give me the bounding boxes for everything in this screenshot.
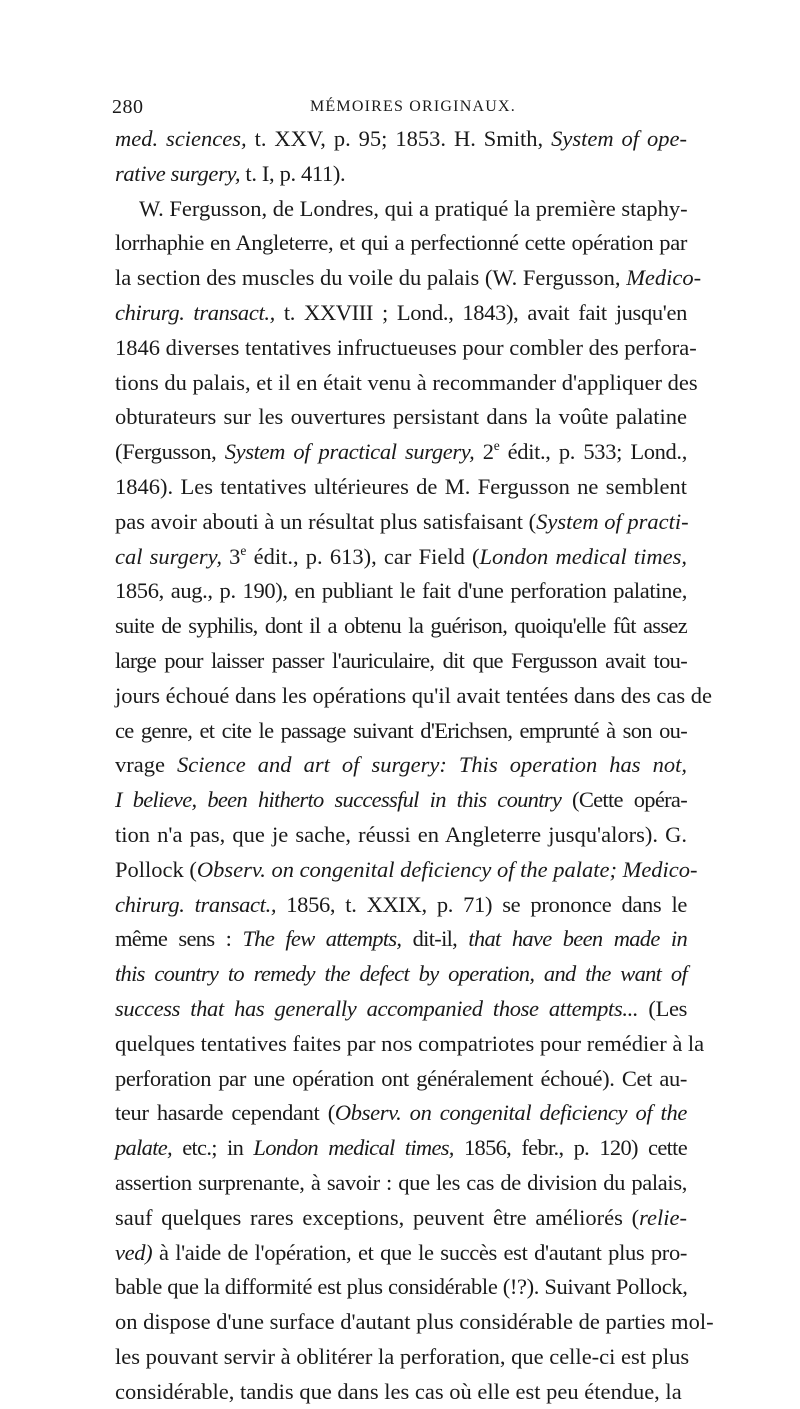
text-line (115, 435, 687, 470)
text-line (115, 261, 702, 296)
text-line (115, 1027, 705, 1062)
text-line (115, 505, 687, 540)
italic-text: System of practi- (536, 508, 689, 534)
italic-text: System of practical surgery, (224, 439, 475, 465)
text-line (115, 1375, 687, 1409)
text-segment: obturateurs sur les ouvertures persistant dans la voûte palatine (115, 404, 687, 430)
superscript: e (240, 542, 247, 558)
text-segment: t. XXVIII ; Lond., 1843), avait fait jusqu'en (274, 299, 687, 325)
text-line (115, 226, 687, 261)
text-segment: quelques tentatives faites par nos compatriotes pour remédier à la (115, 1030, 705, 1056)
text-line (115, 818, 687, 853)
text-segment: W. Fergusson, de Londres, qui a pratiqué la première staphy- (139, 195, 688, 221)
italic-text: I believe, been hitherto successful in this country (115, 787, 562, 813)
text-segment: considérable, tandis que dans les cas où elle est peu étendue, la (115, 1378, 682, 1404)
italic-text: med. sciences, (115, 126, 247, 151)
text-segment: (Fergusson, (115, 439, 225, 465)
text-segment: 1846). Les tentatives ultérieures de M. Fergusson ne semblent (115, 473, 687, 499)
text-line (115, 783, 687, 818)
text-line (115, 470, 687, 505)
text-segment: 1856, aug., p. 190), en publiant le fait d'une perforation palatine, (115, 578, 687, 604)
text-line (115, 644, 687, 679)
text-line (115, 1096, 687, 1131)
text-segment: vrage (115, 752, 178, 778)
text-line (115, 1305, 714, 1340)
text-segment: assertion surprenante, à savoir : que les cas de division du palais, (115, 1169, 687, 1195)
italic-text: success that has generally accompanied those attempts... (115, 995, 639, 1021)
text-line (115, 922, 687, 957)
text-segment: édit., p. 533; Lond., (499, 439, 687, 465)
text-segment: t. I, p. 411). (240, 160, 346, 186)
text-line (115, 888, 687, 923)
text-segment: à l'aide de l'opération, et que le succès est d'autant plus pro- (152, 1239, 687, 1265)
italic-text: ved) (115, 1239, 153, 1265)
italic-text: rative surgery, (115, 160, 241, 186)
text-line (115, 1270, 687, 1305)
italic-text: chirurg. transact., (115, 299, 275, 325)
text-segment: lorrhaphie en Angleterre, et qui a perfectionné cette opération par (115, 230, 687, 256)
text-line (115, 1340, 690, 1375)
text-segment: bable que la difformité est plus considérable (!?). Suivant Pollock, (115, 1274, 688, 1300)
text-segment: perforation par une opération ont généralement échoué). Cet au- (115, 1065, 687, 1091)
text-line (115, 540, 687, 575)
italic-text: that have been made in (468, 926, 687, 952)
text-segment: la section des muscles du voile du palais (W. Fergusson, (115, 265, 627, 291)
text-line (115, 1131, 687, 1166)
text-line (115, 122, 687, 157)
text-segment: sauf quelques rares exceptions, peuvent être améliorés ( (115, 1204, 640, 1230)
text-line (115, 366, 698, 401)
text-segment: teur hasarde cependant ( (115, 1100, 335, 1126)
text-line (115, 679, 712, 714)
text-segment: même sens : (115, 926, 243, 952)
text-line (115, 296, 687, 331)
superscript: e (493, 438, 500, 454)
body-text (115, 122, 714, 1409)
text-segment: (Les (638, 995, 687, 1021)
italic-text: Medico- (626, 265, 702, 291)
text-segment: dit-il, (401, 926, 469, 952)
text-line (115, 853, 698, 888)
text-line (115, 1201, 687, 1236)
text-segment: 1856, febr., p. 120) cette (453, 1135, 687, 1161)
italic-text: palate, (115, 1135, 172, 1161)
text-segment: (Cette opéra- (561, 787, 687, 813)
text-segment: t. XXV, p. 95; 1853. H. Smith, (246, 126, 552, 151)
text-line (115, 992, 687, 1027)
text-segment: etc.; in (171, 1135, 254, 1161)
italic-text: The few attempts, (242, 926, 402, 952)
italic-text: Observ. on congenital deficiency of the (334, 1100, 687, 1126)
italic-text: System of ope- (551, 126, 687, 151)
text-segment: 3 (221, 543, 241, 569)
italic-text: chirurg. transact., (115, 891, 277, 917)
italic-text: Observ. on congenital deficiency of the palate; Medico- (196, 856, 698, 882)
text-segment: les pouvant servir à oblitérer la perforation, que celle-ci est plus (115, 1343, 690, 1369)
text-line (115, 714, 687, 749)
text-line (115, 1166, 687, 1201)
text-segment: tion n'a pas, que je sache, réussi en Angleterre jusqu'alors). G. (115, 821, 687, 847)
text-segment: large pour laisser passer l'auriculaire, dit que Fergusson avait tou- (115, 647, 687, 673)
text-segment: jours échoué dans les opérations qu'il avait tentées dans des cas de (115, 682, 712, 708)
text-segment: 1856, t. XXIX, p. 71) se prononce dans le (276, 891, 687, 917)
italic-text: London medical times, (479, 543, 688, 569)
text-line (115, 192, 687, 227)
text-segment: 1846 diverses tentatives infructueuses pour combler des perfora- (115, 334, 697, 360)
text-line (115, 1062, 687, 1097)
italic-text: cal surgery, (115, 543, 222, 569)
text-segment: tions du palais, et il en était venu à recommander d'appliquer des (115, 369, 698, 395)
text-segment: pas avoir abouti à un résultat plus satisfaisant ( (115, 508, 537, 534)
text-line (115, 331, 697, 366)
italic-text: this country to remedy the defect by operation, and the want of (115, 961, 687, 987)
text-segment: Pollock ( (115, 856, 197, 882)
text-line (115, 748, 687, 783)
text-line (115, 957, 687, 992)
running-title: MÉMOIRES ORIGINAUX. (310, 98, 516, 115)
italic-text: Science and art of surgery: This operation has not, (177, 752, 687, 778)
text-segment: 2 (474, 439, 494, 465)
page-number: 280 (112, 96, 144, 118)
text-segment: édit., p. 613), car Field ( (246, 543, 480, 569)
italic-text: relie- (639, 1204, 687, 1230)
text-line (115, 400, 687, 435)
italic-text: London medical times, (253, 1135, 454, 1161)
text-line (115, 574, 687, 609)
text-segment: suite de syphilis, dont il a obtenu la guérison, quoiqu'elle fût assez (115, 613, 687, 639)
text-line (115, 1236, 687, 1271)
text-segment: ce genre, et cite le passage suivant d'Erichsen, emprunté à son ou- (115, 717, 687, 743)
text-line (115, 609, 687, 644)
text-segment: on dispose d'une surface d'autant plus considérable de parties mol- (115, 1309, 714, 1335)
text-line (115, 157, 687, 192)
